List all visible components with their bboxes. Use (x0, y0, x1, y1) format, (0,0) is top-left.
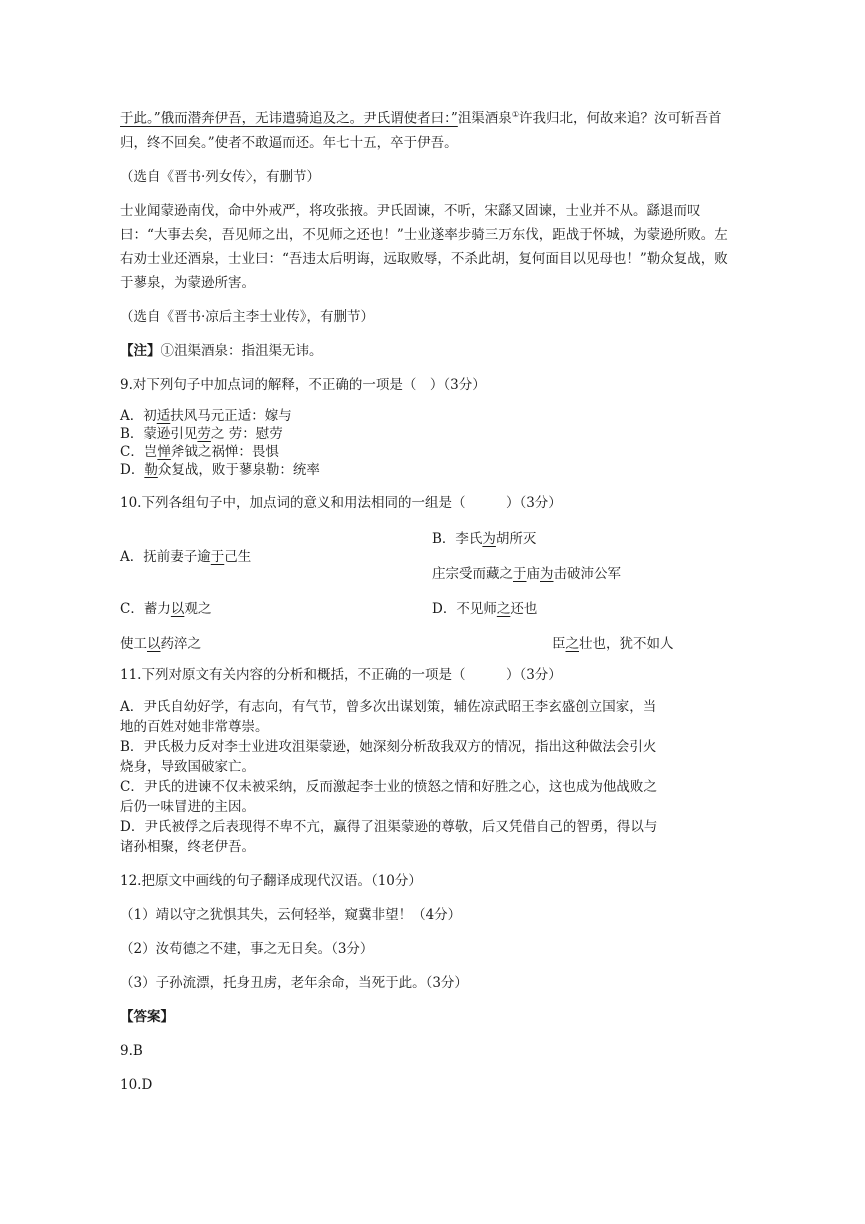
text-span: D． (120, 461, 145, 478)
question-11-stem: 11.下列对原文有关内容的分析和概括，不正确的一项是（ ）（3分） (120, 666, 562, 683)
option-c-line-2: 后仍一味冒进的主因。 (120, 798, 255, 815)
text-span: 庄宗受而藏之 (432, 565, 513, 582)
text-span: 于 (210, 548, 225, 565)
document-page (120, 103, 740, 1107)
text-span: 之 (496, 600, 511, 617)
text-span: 还也 (510, 600, 538, 617)
answer-9: 9.B (120, 1042, 143, 1059)
text-span: 为 (540, 565, 554, 582)
text-span: 之 劳：慰劳 (210, 425, 283, 442)
question-10-options (120, 521, 740, 661)
text-span: 劳 (197, 425, 211, 442)
option-b-line-2: 烧身，导致国破家亡。 (120, 758, 255, 775)
text-span: A．初 (120, 407, 157, 424)
footnote-marker: ① (511, 110, 519, 119)
text-span: 为 (482, 530, 496, 547)
option-a (120, 545, 251, 565)
text-span: 于 (513, 565, 527, 582)
option-a-line-2: 地的百姓对她非常尊崇。 (120, 718, 269, 735)
text-span: 以 (170, 600, 185, 617)
text-span: 沮渠酒泉 (457, 110, 512, 127)
question-9-options (120, 407, 740, 479)
text-span: 惮 (157, 443, 171, 460)
text-span: 观之 (184, 600, 212, 617)
text-span: 胡所灭 (495, 530, 537, 547)
text-span: 斧钺之祸惮：畏惧 (170, 443, 279, 460)
question-12-sentence-1: （1）靖以守之犹惧其失，云何轻举，窥冀非望！（4分） (120, 906, 462, 923)
text-span: ①沮渠酒泉：指沮渠无讳。 (160, 342, 323, 359)
text-span: B．李氏 (432, 530, 483, 547)
option-a-line-1: A．尹氏自幼好学，有志向，有气节，曾多次出谋划策，辅佐凉武昭王李玄盛创立国家，当 (120, 698, 657, 715)
text-span: 勒 (144, 461, 158, 478)
footnote (120, 339, 740, 363)
text-span: C．岂 (120, 443, 158, 460)
option-c-line-1 (120, 597, 211, 617)
underlined-sentence (120, 111, 458, 127)
text-span: A．抚前妻子逾 (120, 548, 211, 565)
answers-title: 【答案】 (120, 1008, 174, 1025)
question-12-sentence-2: （2）汝苟德之不建，事之无日矣。（3分） (120, 940, 374, 957)
option-a (120, 407, 740, 425)
text-span: C．蓄力 (120, 600, 171, 617)
question-12-sentence-3: （3）子孙流漂，托身丑虏，老年余命，当死于此。（3分） (120, 974, 468, 991)
text-span: 壮也，犹不如人 (579, 635, 674, 652)
question-11-options (120, 697, 740, 857)
text-span: 以 (147, 635, 161, 652)
option-d-line-2 (552, 632, 674, 652)
note-label: 【注】 (120, 342, 161, 359)
option-b-line-1: B．尹氏极力反对李士业进攻沮渠蒙逊，她深刻分析敌我双方的情况，指出这种做法会引火 (120, 738, 657, 755)
option-b-line-2 (432, 562, 621, 582)
question-9-stem: 9.对下列句子中加点词的解释，不正确的一项是（ ）（3分） (120, 376, 486, 393)
text-span: B．蒙逊引见 (120, 425, 198, 442)
text-span: 药淬之 (160, 635, 201, 652)
passage-source-1: （选自《晋书·列女传〉，有删节） (120, 168, 321, 185)
question-12-stem: 12.把原文中画线的句子翻译成现代汉语。（10分） (120, 872, 422, 889)
passage-source-2: （选自《晋书·凉后主李士业传》，有删节） (120, 308, 375, 325)
text-span: 许我归北，何故来追？汝可斩吾首归，终不回矣。”使者不敢逼而还。年七十五，卒于伊吾。 (120, 110, 722, 151)
text-span: 臣 (552, 635, 566, 652)
option-d (120, 461, 740, 479)
text-span: 使工 (120, 635, 147, 652)
text-span: D．不见师 (432, 600, 497, 617)
text-span: 击破沛公军 (553, 565, 621, 582)
text-span: 于此。”俄而潜奔伊吾，无讳遣骑追及之。尹氏谓使者曰：” (120, 110, 458, 127)
option-b (120, 425, 740, 443)
option-c-line-2 (120, 632, 201, 652)
text-span: 己生 (224, 548, 252, 565)
passage-paragraph-1 (120, 103, 740, 155)
text-span: 众复战，败于蓼泉勒：统率 (157, 461, 320, 478)
option-b-line-1 (432, 527, 536, 547)
option-c (120, 443, 740, 461)
option-d-line-1 (432, 597, 537, 617)
text-span: 之 (565, 635, 579, 652)
text-span: 庙 (526, 565, 540, 582)
text-span: 扶风马元正适：嫁与 (170, 407, 292, 424)
option-d-line-2: 诸孙相聚，终老伊吾。 (120, 838, 255, 855)
option-c-line-1: C．尹氏的进谏不仅未被采纳，反而激起李士业的愤怒之情和好胜之心，这也成为他战败之 (120, 778, 657, 795)
question-10-stem: 10.下列各组句子中，加点词的意义和用法相同的一组是（ ）（3分） (120, 494, 562, 511)
answer-10: 10.D (120, 1076, 153, 1093)
passage-paragraph-2: 士业闻蒙逊南伐，命中外戒严，将攻张掖。尹氏固谏，不听，宋繇又固谏，士业并不从。繇退而叹曰：“大事去矣，吾见师之出，不见师之还也！”士业遂率步骑三万东伐，距战于怀城，为蒙逊所败。左右劝士业还酒泉，士业曰：“吾违太后明诲，远取败辱，不杀此胡，复何面目以见母也！”勒众复战，败于蓼泉，为蒙逊所害。 (120, 202, 728, 291)
text-span: 适 (156, 407, 171, 424)
option-d-line-1: D．尹氏被俘之后表现得不卑不亢，赢得了沮渠蒙逊的尊敬，后又凭借自己的智勇，得以与 (120, 818, 658, 835)
